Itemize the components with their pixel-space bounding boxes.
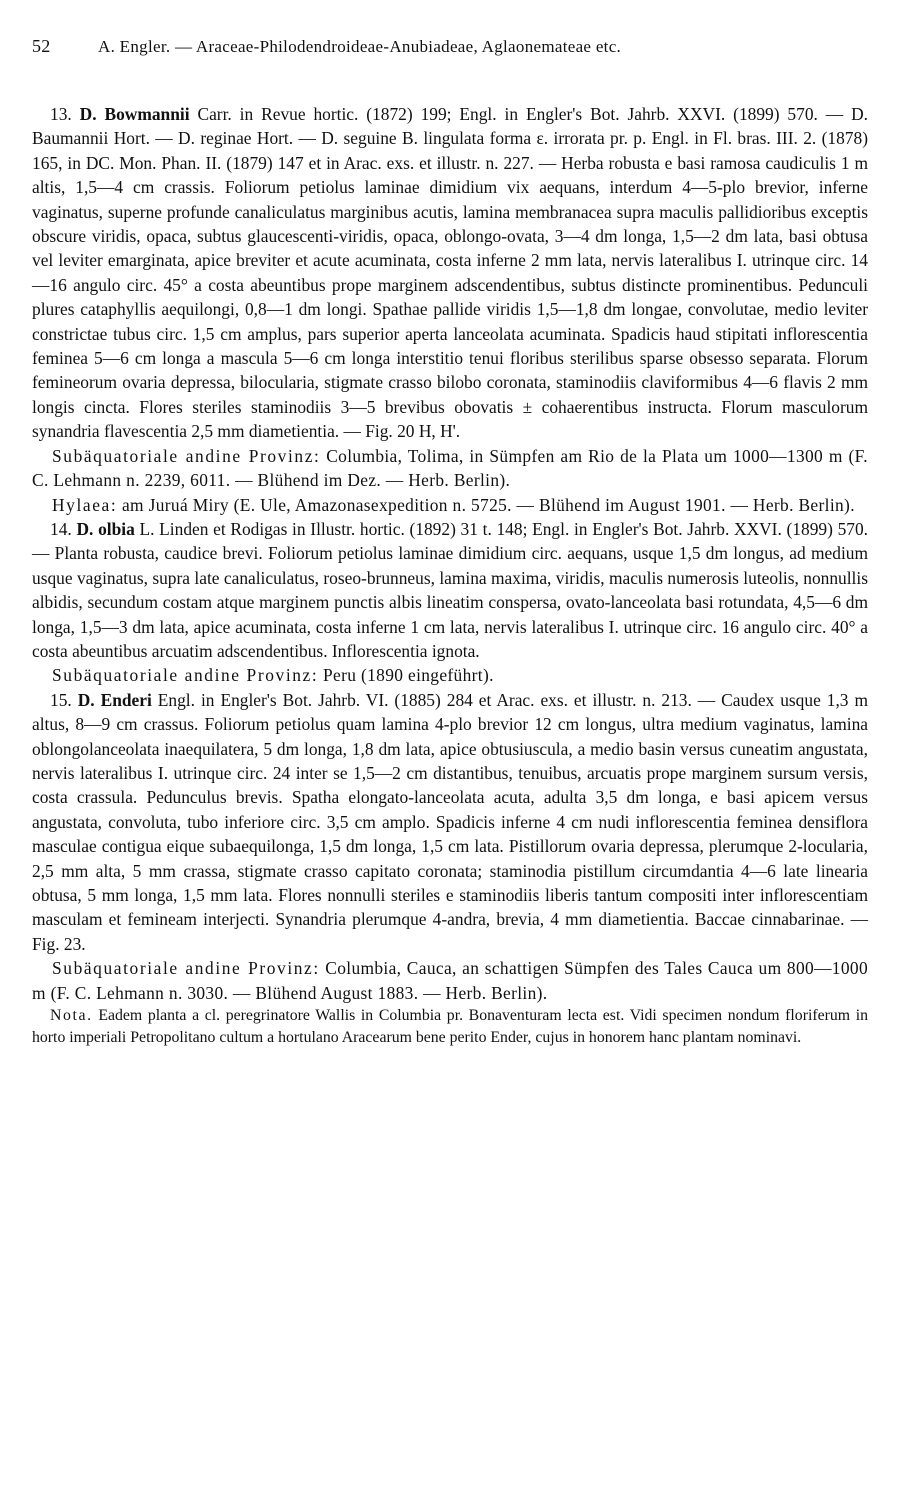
genus-abbrev: D. [77,689,95,710]
running-title: A. Engler. — Araceae-Philodendroideae-Anubiadeae, Aglaonemateae etc. [98,37,622,56]
distribution-line [32,444,868,493]
region-label: Hylaea: [52,494,118,515]
species-entry-14 [32,517,868,688]
nota-label: Nota. [50,1007,93,1025]
book-page [32,36,868,1049]
species-name: olbia [98,518,135,539]
page-number: 52 [32,36,51,56]
species-name: Bowmannii [104,104,190,124]
nota-text: Eadem planta a cl. peregrinatore Wallis in Columbia pr. Bonaventuram lecta est. Vidi specimen nondum floriferum in horto imperiali Petropolitano cultum a hortulano Aracearum bene perito Ender, cujus in honorem hanc plantam nominavi. [32,1007,869,1047]
entry-number: 13. [50,104,72,124]
page-header [32,36,868,72]
locality-text: am Juruá Miry (E. Ule, Amazonasexpedition n. 5725. — Blühend im August 1901. — Herb. Berlin). [121,494,855,515]
species-description [32,102,868,444]
genus-abbrev: D. [76,518,94,539]
distribution-line [32,956,868,1005]
region-label: Subäquatoriale andine Provinz: [52,445,321,466]
species-entry-15 [32,688,868,1049]
locality-text: Peru (1890 eingeführt). [323,665,494,686]
distribution-line [32,493,868,517]
description-text: L. Linden et Rodigas in Illustr. hortic. (1892) 31 t. 148; Engl. in Engler's Bot. Jahrb. XXVI. (1899) 570. — Planta robusta, caudice brevi. Foliorum petiolus laminae dimidium circ. aequans, usque 1,5 dm longus, ad medium usque vaginatus, supra late canaliculatus, roseo-brunneus, lamina maxima, viridis, maculis numerosis luteolis, nonnullis albidis, secundum costam atque marginem punctis albis lineatim conspersa, ovato-lanceolata basi rotundata, 4,5—6 dm longa, 1,5—3 dm lata, apice acuminata, costa inferne 1 cm lata, nervis lateralibus I. utrinque circ. 16 angulo circ. 40° a costa abeuntibus arcuatim adscendentibus. Inflorescentia ignota. [32,518,869,661]
region-label: Subäquatoriale andine Provinz: [52,665,319,686]
description-text: Carr. in Revue hortic. (1872) 199; Engl. in Engler's Bot. Jahrb. XXVI. (1899) 570. — D. Baumannii Hort. — D. reginae Hort. — D. seguine B. lingulata forma ε. irrorata pr. p. Engl. in Fl. bras. III. 2. (1878) 165, in DC. Mon. Phan. II. (1879) 147 et in Arac. exs. et illustr. n. 227. — Herba robusta e basi ramosa caudiculis 1 m altis, 1,5—4 cm crassis. Foliorum petiolus laminae dimidium vix aequans, interdum 4—5-plo brevior, inferne vaginatus, superne profunde canaliculatus marginibus acutis, lamina membranacea supra maculis pallidioribus exceptis obscure viridis, opaca, subtus glaucescenti-viridis, opaca, oblongo-ovata, 3—4 dm longa, 1,5—2 dm lata, basi obtusa vel leviter emarginata, apice breviter et acute acuminata, costa inferne 2 mm lata, nervis lateralibus I. utrinque circ. 14—16 angulo circ. 45° a costa abeuntibus prope marginem adscendentibus, subtus distincte prominentibus. Pedunculi plures cataphyllis aequilongi, 0,8—1 dm longi. Spathae pallide viridis 1,5—1,8 dm longae, convolutae, medio leviter constrictae tubus circ. 1,5 cm amplus, pars superior aperta lanceolata acuminata. Spadicis haud stipitati inflorescentia feminea 5—6 cm longa a mascula 5—6 cm longa interstitio tenui floribus sterilibus sparse obsesso separata. Florum femineorum ovaria depressa, bilocularia, stigmate crasso bilobo coronata, staminodiis claviformibus 4—6 flavis 2 mm longis cincta. Flores steriles staminodiis 3—5 brevibus obovatis ± cohaerentibus instructa. Florum masculorum synandria flavescentia 2,5 mm diametientia. — Fig. 20 H, H'. [32,104,868,442]
locality-text: Columbia, Tolima, in Sümpfen am Rio de la Plata um 1000—1300 m (F. C. Lehmann n. 2239, 6011. — Blühend im Dez. — Herb. Berlin). [32,445,868,491]
description-text: Engl. in Engler's Bot. Jahrb. VI. (1885) 284 et Arac. exs. et illustr. n. 213. — Caudex usque 1,3 m altus, 8—9 cm crassus. Foliorum petiolus quam lamina 4-plo brevior 12 cm longus, ultra medium vaginatus, lamina oblongolanceolata inaequilatera, 5 dm longa, 1,8 dm lata, apice obtusiuscula, a medio basin versus cuneatim angustata, nervis lateralibus I. utrinque circ. 24 inter se 1,5—2 cm distantibus, tenuibus, arcuatis prope marginem sursum versis, costa crassula. Pedunculus brevis. Spatha elongato-lanceolata acuta, adulta 3,5 dm longa, e basi apicem versus angustata, convoluta, tubo inferiore circ. 3,5 cm amplo. Spadicis inferne 4 cm nudi inflorescentia feminea densiflora masculae contigua eique subaequilonga, 1,5 dm longa, 1,5 cm lata. Pistillorum ovaria depressa, plerumque 2-locularia, 2,5 mm alta, 5 mm crassa, stigmate crasso capitato coronata; staminodia pistillum circumdantia 4—6 late linearia obtusa, 5 mm longa, 1,5 mm lata. Flores nonnulli steriles e staminodiis liberis tantum compositi inter inflorescentiam masculam et femineam interjecti. Synandria plerumque 4-andra, brevia, 4 mm diametientia. Baccae cinnabarinae. — Fig. 23. [32,689,868,954]
species-description [32,688,868,956]
distribution-line [32,663,868,687]
entry-number: 14. [50,518,72,539]
region-label: Subäquatoriale andine Provinz: [52,958,320,979]
locality-text: Columbia, Cauca, an schattigen Sümpfen des Tales Cauca um 800—1000 m (F. C. Lehmann n. 3030. — Blühend August 1883. — Herb. Berlin). [32,958,868,1003]
genus-abbrev: D. [79,104,97,124]
nota-paragraph [32,1005,868,1049]
species-entry-13 [32,102,868,517]
entry-number: 15. [50,689,72,710]
species-description [32,517,868,663]
species-name: Enderi [100,689,152,710]
